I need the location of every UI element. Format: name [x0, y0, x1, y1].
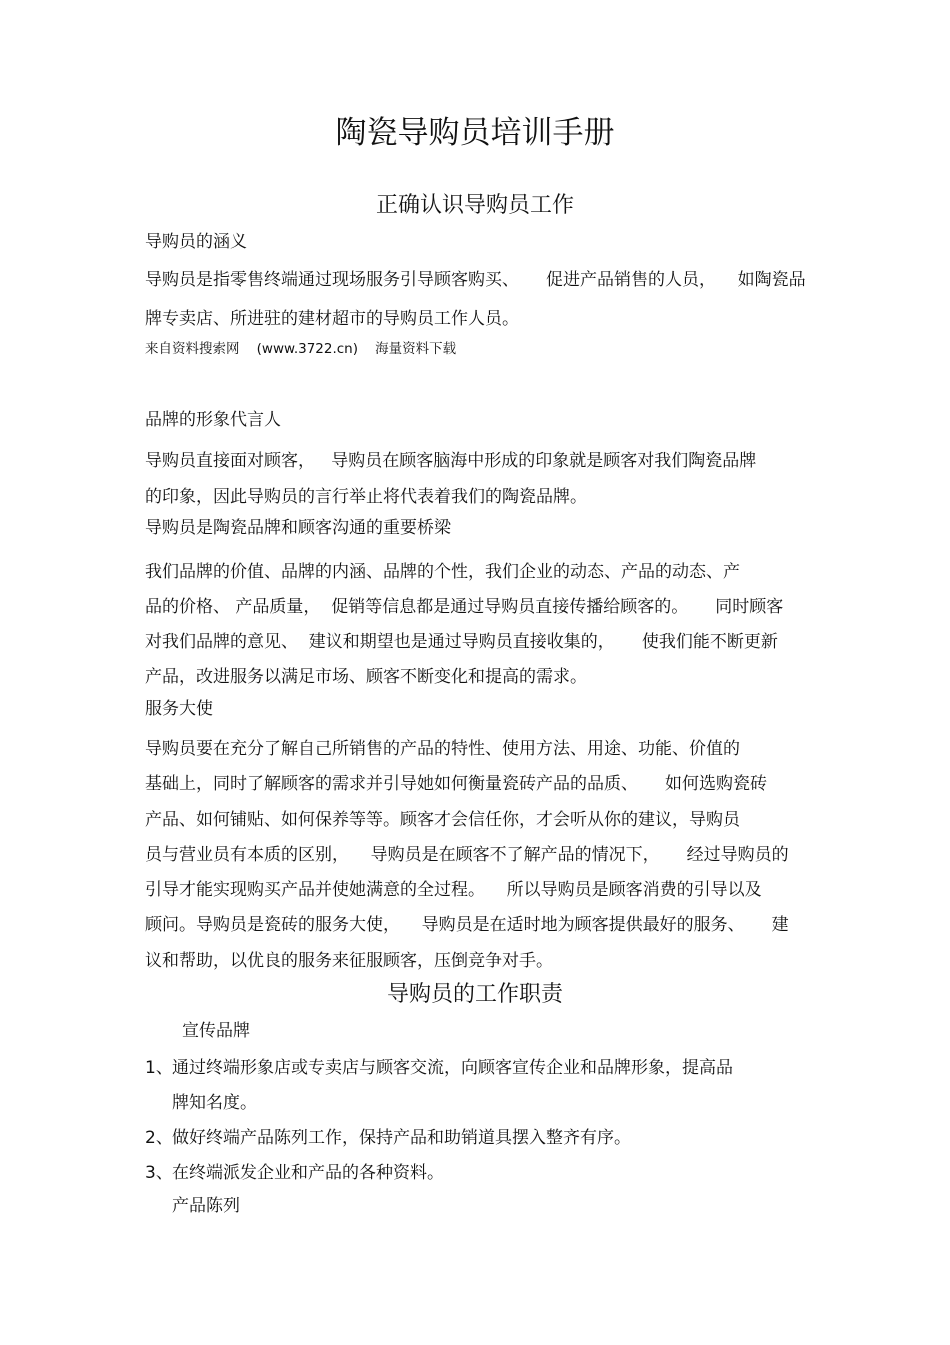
list-item-number: 1、: [145, 1058, 173, 1078]
paragraph-line: 产品，改进服务以满足市场、顾客不断变化和提高的需求。: [145, 667, 587, 687]
source-note: 来自资料搜索网 (www.3722.cn) 海量资料下载: [145, 341, 457, 357]
paragraph-line: 的印象，因此导购员的言行举止将代表着我们的陶瓷品牌。: [145, 487, 587, 507]
list-item-text: 做好终端产品陈列工作，保持产品和助销道具摆入整齐有序。: [172, 1128, 631, 1148]
paragraph-line: 引导才能实现购买产品并使她满意的全过程。 所以导购员是顾客消费的引导以及: [145, 880, 762, 900]
paragraph-line: 顾问。导购员是瓷砖的服务大使， 导购员是在适时地为顾客提供最好的服务、 建: [145, 915, 789, 935]
list-item-text: 通过终端形象店或专卖店与顾客交流，向顾客宣传企业和品牌形象，提高品: [172, 1058, 733, 1078]
subheading-promote-brand: 宣传品牌: [182, 1021, 250, 1041]
paragraph-line: 导购员直接面对顾客， 导购员在顾客脑海中形成的印象就是顾客对我们陶瓷品牌: [145, 451, 757, 471]
subheading-product-display: 产品陈列: [172, 1196, 240, 1216]
subheading-meaning: 导购员的涵义: [145, 232, 247, 252]
section-heading-1: 正确认识导购员工作: [375, 193, 574, 218]
subheading-brand-image: 品牌的形象代言人: [145, 410, 281, 430]
paragraph-line: 导购员要在充分了解自己所销售的产品的特性、使用方法、用途、功能、价值的: [145, 739, 740, 759]
paragraph-line: 品的价格、 产品质量， 促销等信息都是通过导购员直接传播给顾客的。 同时顾客: [145, 597, 784, 617]
paragraph-line: 议和帮助，以优良的服务来征服顾客，压倒竞争对手。: [145, 951, 553, 971]
paragraph-line: 产品、如何铺贴、如何保养等等。顾客才会信任你，才会听从你的建议，导购员: [145, 810, 740, 830]
paragraph-line: 我们品牌的价值、品牌的内涵、品牌的个性，我们企业的动态、产品的动态、产: [145, 562, 740, 582]
paragraph-line: 牌专卖店、所进驻的建材超市的导购员工作人员。: [145, 309, 519, 329]
list-item-number: 3、: [145, 1163, 173, 1183]
paragraph-line: 导购员是指零售终端通过现场服务引导顾客购买、 促进产品销售的人员， 如陶瓷品: [145, 270, 806, 290]
section-heading-2: 导购员的工作职责: [386, 982, 563, 1007]
list-item-text: 牌知名度。: [172, 1093, 257, 1113]
list-item-number: 2、: [145, 1128, 173, 1148]
subheading-service-ambassador: 服务大使: [145, 699, 213, 719]
list-item-text: 在终端派发企业和产品的各种资料。: [172, 1163, 444, 1183]
paragraph-line: 基础上，同时了解顾客的需求并引导她如何衡量瓷砖产品的品质、 如何选购瓷砖: [145, 774, 768, 794]
paragraph-line: 员与营业员有本质的区别， 导购员是在顾客不了解产品的情况下， 经过导购员的: [145, 845, 789, 865]
subheading-bridge: 导购员是陶瓷品牌和顾客沟通的重要桥梁: [145, 518, 451, 538]
document-title: 陶瓷导购员培训手册: [335, 115, 615, 151]
paragraph-line: 对我们品牌的意见、 建议和期望也是通过导购员直接收集的， 使我们能不断更新: [145, 632, 778, 652]
